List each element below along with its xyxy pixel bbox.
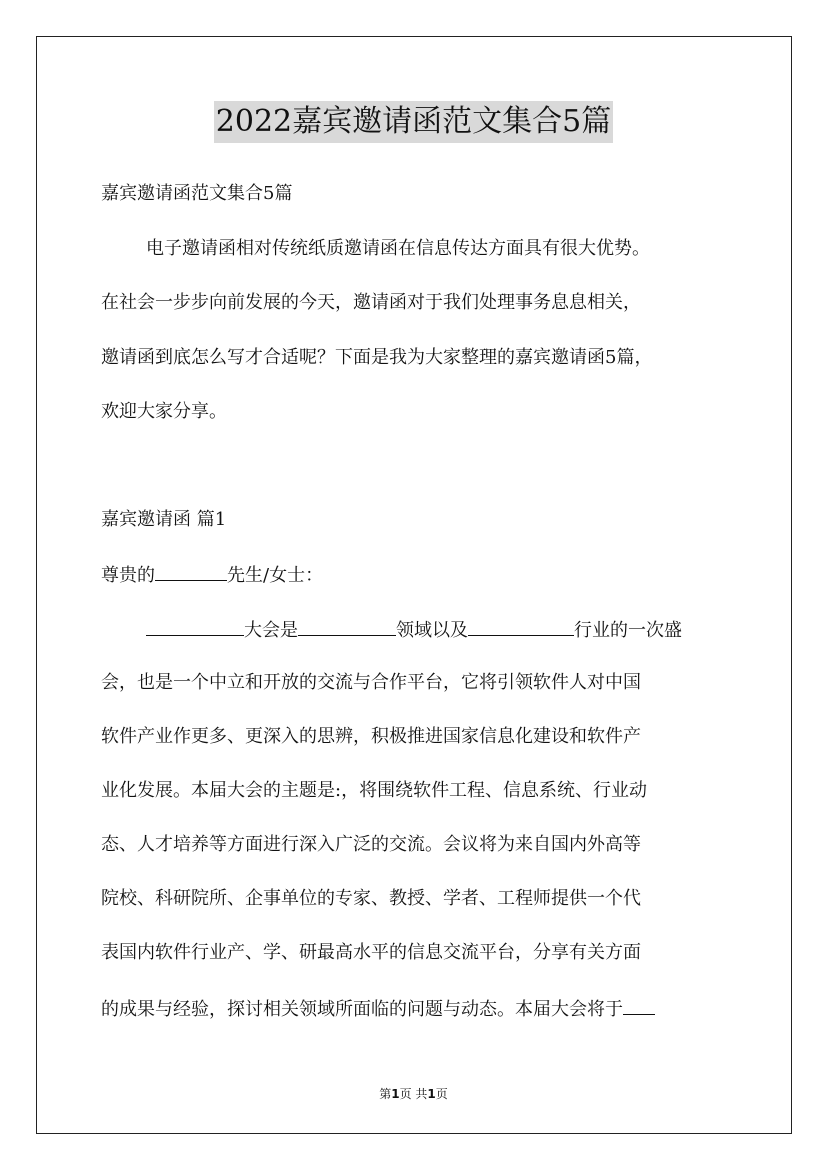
footer-page-total: 1 [427, 1087, 436, 1101]
field-blank [298, 617, 396, 636]
intro-line-2: 在社会一步步向前发展的今天，邀请函对于我们处理事务息息相关， [101, 292, 641, 313]
body-line-3: 软件产业作更多、更深入的思辨，积极推进国家信息化建设和软件产 [101, 726, 641, 747]
body-line-5: 态、人才培养等方面进行深入广泛的交流。会议将为来自国内外高等 [101, 834, 641, 855]
salutation-prefix: 尊贵的 [101, 565, 155, 586]
name-blank [155, 562, 227, 581]
body-last-text: 的成果与经验，探讨相关领域所面临的问题与动态。本届大会将于 [101, 999, 623, 1020]
body-part-1: 大会是 [244, 620, 298, 641]
industry-blank [468, 617, 574, 636]
body-part-3: 行业的一次盛 [574, 620, 682, 641]
body-line-1 [146, 617, 682, 643]
body-line-7: 表国内软件行业产、学、研最高水平的信息交流平台，分享有关方面 [101, 942, 641, 963]
section-heading: 嘉宾邀请函 篇1 [101, 509, 227, 530]
footer-suffix: 页 [435, 1087, 448, 1101]
page-footer [0, 1085, 827, 1102]
body-line-6: 院校、科研院所、企事单位的专家、教授、学者、工程师提供一个代 [101, 888, 641, 909]
intro-line-4: 欢迎大家分享。 [101, 401, 227, 422]
body-line-8 [101, 996, 655, 1022]
body-line-4: 业化发展。本届大会的主题是:，将围绕软件工程、信息系统、行业动 [101, 780, 648, 801]
body-part-2: 领域以及 [396, 620, 468, 641]
salutation-line [101, 562, 323, 588]
conference-blank [146, 617, 244, 636]
salutation-suffix: 先生/女士： [227, 565, 324, 586]
title-container [0, 101, 827, 143]
footer-page-number: 1 [391, 1087, 400, 1101]
date-blank [623, 996, 655, 1015]
body-line-2: 会，也是一个中立和开放的交流与合作平台，它将引领软件人对中国 [101, 672, 641, 693]
document-title: 2022嘉宾邀请函范文集合5篇 [214, 101, 613, 143]
footer-prefix: 第 [379, 1087, 392, 1101]
intro-line-1: 电子邀请函相对传统纸质邀请函在信息传达方面具有很大优势。 [146, 238, 650, 259]
document-subtitle: 嘉宾邀请函范文集合5篇 [101, 183, 293, 204]
footer-mid: 页 共 [399, 1087, 428, 1101]
intro-line-3: 邀请函到底怎么写才合适呢？下面是我为大家整理的嘉宾邀请函5篇， [101, 347, 653, 368]
